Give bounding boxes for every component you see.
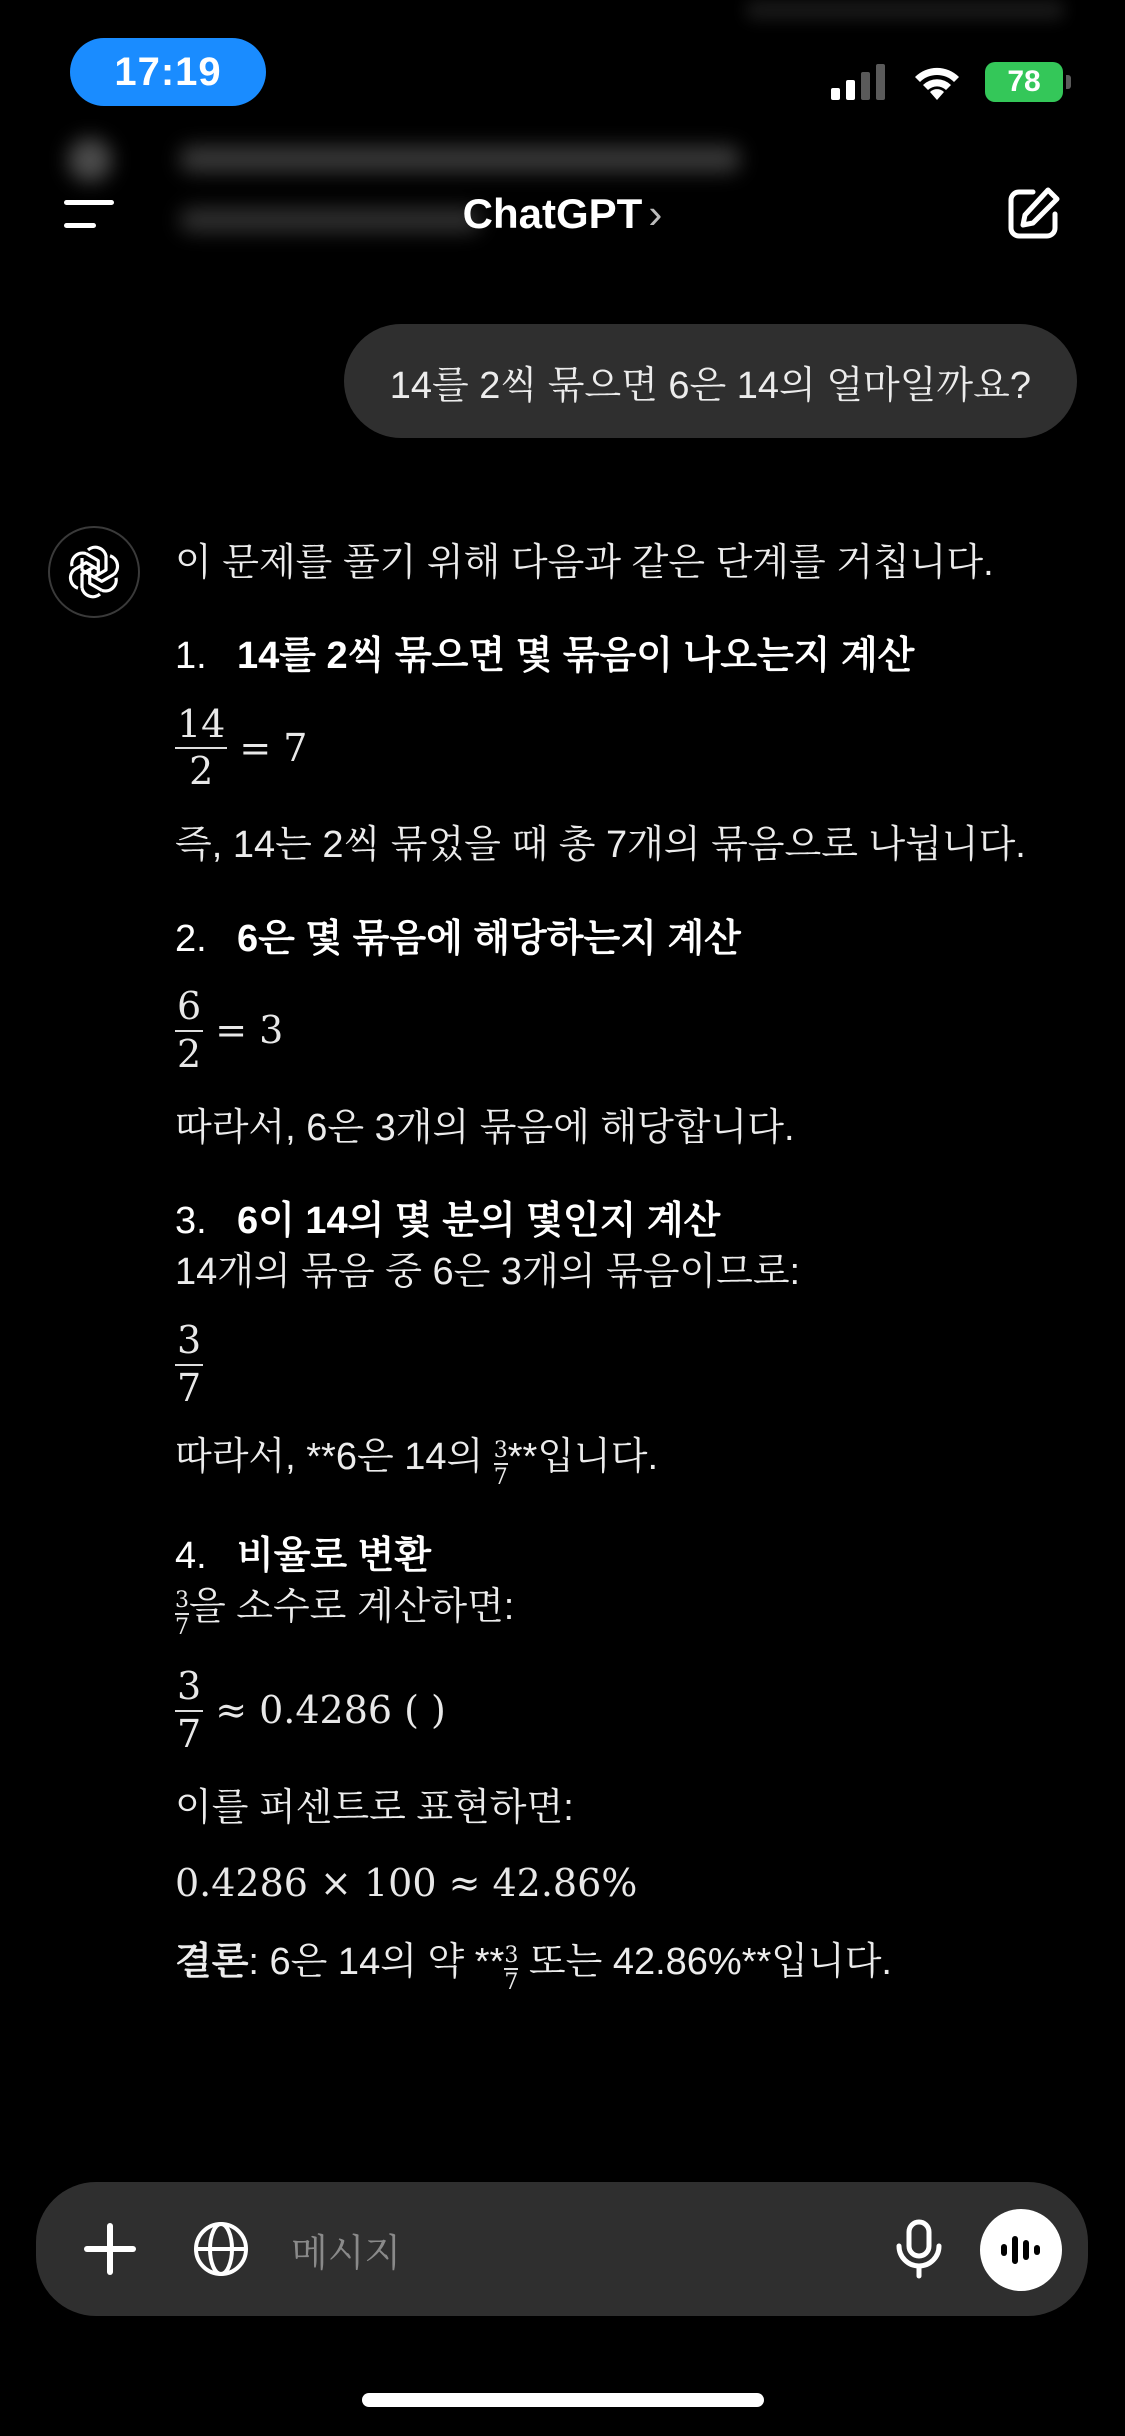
step-1-number: 1. <box>175 635 207 678</box>
fraction-numerator: 3 <box>175 1588 189 1614</box>
model-selector[interactable] <box>0 190 1125 238</box>
voice-mode-button[interactable] <box>980 2209 1062 2291</box>
step-1-title: 14를 2씩 묶으면 몇 묶음이 나오는지 계산 <box>237 635 915 678</box>
step-2-text: 따라서, 6은 3개의 묶음에 해당합니다. <box>175 1106 795 1149</box>
home-indicator[interactable] <box>362 2393 764 2407</box>
top-bar <box>0 170 1125 260</box>
fraction-numerator: 3 <box>177 1663 202 1708</box>
page-title: ChatGPT <box>462 190 643 237</box>
step-2-title: 6은 몇 묶음에 해당하는지 계산 <box>237 917 741 960</box>
status-icons <box>829 62 1063 102</box>
message-composer[interactable] <box>36 2182 1088 2316</box>
fraction-denominator: 2 <box>189 749 214 794</box>
fraction <box>175 983 203 1076</box>
fraction <box>175 701 227 794</box>
step-4-number: 4. <box>175 1535 207 1578</box>
step-3-heading <box>175 1196 1075 1247</box>
step-2-equation <box>175 983 1075 1076</box>
step-3-text-after: **입니다. <box>507 1436 659 1479</box>
step-3-title: 6이 14의 몇 분의 몇인지 계산 <box>237 1200 721 1243</box>
step-3-text-before: 따라서, **6은 14의 <box>175 1436 484 1479</box>
equation-result: ≈ 0.4286 ( ) <box>215 1688 446 1733</box>
fraction-denominator: 2 <box>177 1031 202 1076</box>
wifi-icon <box>911 62 963 102</box>
conclusion-label: 결론 <box>175 1941 249 1984</box>
step-1-text: 즉, 14는 2씩 묶었을 때 총 7개의 묶음으로 나뉩니다. <box>175 824 1026 867</box>
percent-intro: 이를 퍼센트로 표현하면: <box>175 1786 574 1829</box>
step-1-heading <box>175 631 1075 682</box>
signal-icon <box>829 62 889 102</box>
assistant-message <box>175 538 1075 1994</box>
fraction-numerator: 3 <box>493 1438 508 1464</box>
fraction <box>175 1663 203 1756</box>
percent-expression: 0.4286 × 100 ≈ 42.86% <box>175 1860 638 1905</box>
fraction-denominator: 7 <box>177 1711 202 1756</box>
inline-fraction <box>494 1439 508 1489</box>
user-message-bubble <box>344 324 1077 438</box>
inline-fraction <box>504 1944 518 1994</box>
voice-mode-icon <box>999 2230 1043 2270</box>
step-2-number: 2. <box>175 917 207 960</box>
edit-icon[interactable] <box>1003 184 1063 244</box>
step-3-number: 3. <box>175 1200 207 1243</box>
fraction-denominator: 7 <box>177 1365 202 1410</box>
step-4-equation <box>175 1663 1075 1756</box>
fraction-denominator: 7 <box>504 1969 519 1995</box>
conclusion <box>175 1937 1075 1994</box>
chevron-right-icon: › <box>648 190 663 237</box>
globe-icon[interactable] <box>192 2220 250 2278</box>
step-4-line <box>175 1582 1075 1639</box>
fraction <box>175 1317 203 1410</box>
plus-icon[interactable] <box>80 2219 140 2279</box>
fraction-numerator: 6 <box>177 983 202 1028</box>
equation-result: = 3 <box>215 1008 284 1053</box>
battery-level: 78 <box>1007 65 1041 98</box>
fraction-numerator: 3 <box>504 1943 519 1969</box>
battery-icon <box>985 62 1063 102</box>
openai-logo-icon <box>66 544 122 600</box>
status-time: 17:19 <box>70 38 266 106</box>
message-input[interactable]: 메시지 <box>291 2233 402 2275</box>
step-4-heading <box>175 1531 1075 1582</box>
step-3-equation <box>175 1317 1075 1410</box>
inline-fraction <box>175 1589 189 1639</box>
conclusion-text-after: 또는 42.86%**입니다. <box>518 1941 892 1984</box>
fraction-numerator: 14 <box>177 701 226 746</box>
user-message-text: 14를 2씩 묶으면 6은 14의 얼마일까요? <box>389 364 1031 407</box>
step-1-equation <box>175 701 1075 794</box>
step-3-line: 14개의 묶음 중 6은 3개의 묶음이므로: <box>175 1251 801 1294</box>
fraction-numerator: 3 <box>177 1317 202 1362</box>
blurred-overlay <box>745 0 1065 20</box>
answer-intro: 이 문제를 풀기 위해 다음과 같은 단계를 거칩니다. <box>175 542 994 584</box>
fraction-denominator: 7 <box>493 1464 508 1490</box>
step-4-title: 비율로 변환 <box>237 1535 432 1578</box>
conclusion-text-before: : 6은 14의 약 ** <box>248 1941 505 1984</box>
assistant-avatar <box>48 526 140 618</box>
step-3-text <box>175 1432 1075 1489</box>
step-2-heading <box>175 914 1075 965</box>
microphone-icon[interactable] <box>888 2218 950 2280</box>
fraction-denominator: 7 <box>175 1614 189 1640</box>
step-4-line-text: 을 소수로 계산하면: <box>189 1586 515 1629</box>
equation-result: = 7 <box>239 725 308 770</box>
